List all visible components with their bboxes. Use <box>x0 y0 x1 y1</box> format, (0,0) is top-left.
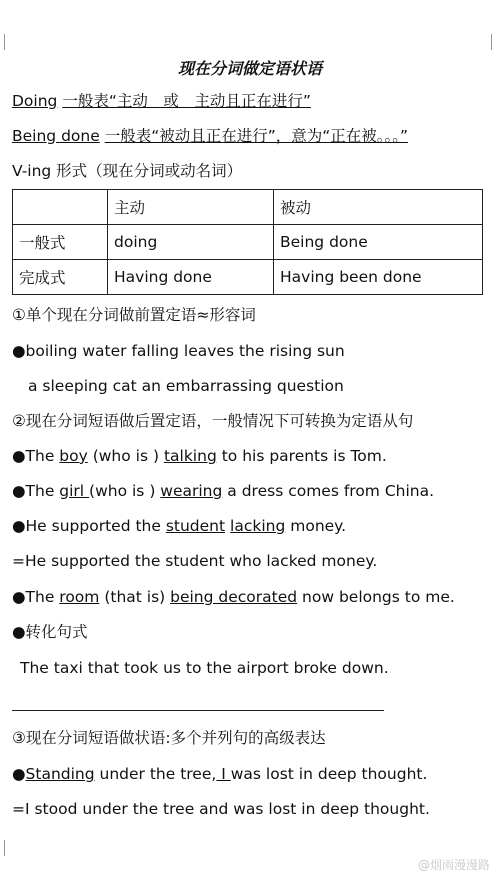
underlined-segment: talking <box>163 447 217 465</box>
text-segment: ●The <box>12 588 60 606</box>
section2-example-4 <box>12 587 455 607</box>
table-cell: Having been done <box>274 260 483 295</box>
text-segment: a dress comes from China. <box>222 482 435 500</box>
table-header-row <box>13 190 483 225</box>
text-segment: was lost in deep thought. <box>230 765 428 783</box>
section3-example-1-rewrite: =I stood under the tree and was lost in deep thought. <box>12 800 430 818</box>
underlined-segment: room <box>59 588 100 606</box>
text-segment: to his parents is Tom. <box>216 447 387 465</box>
section3-heading: ③现在分词短语做状语:多个并列句的高级表达 <box>12 729 326 747</box>
text-segment: money. <box>285 517 347 535</box>
text-segment: ●He supported the <box>12 517 166 535</box>
text-segment: now belongs to me. <box>297 588 455 606</box>
text-segment: (who is ) <box>89 482 161 500</box>
form-table <box>12 189 483 295</box>
table-cell: 一般式 <box>13 225 108 260</box>
table-cell: doing <box>108 225 274 260</box>
convert-label: ●转化句式 <box>12 623 88 641</box>
underlined-segment: student <box>165 517 226 535</box>
section2-example-3-rewrite: =He supported the student who lacked money. <box>12 552 378 570</box>
divider <box>12 710 384 711</box>
text-segment: under the tree, <box>94 765 217 783</box>
corner-mark-bottom-left <box>4 840 15 856</box>
section2-heading: ②现在分词短语做后置定语，一般情况下可转换为定语从句 <box>12 412 414 430</box>
underlined-segment: girl <box>59 482 90 500</box>
section1-examples-1: ●boiling water falling leaves the rising sun <box>12 342 345 360</box>
watermark: @烟雨漫漫路 <box>417 858 490 872</box>
section1-examples-2: a sleeping cat an embarrassing question <box>28 377 344 395</box>
corner-mark-top-right <box>481 34 492 50</box>
table-cell: Being done <box>274 225 483 260</box>
section2-example-1 <box>12 446 387 466</box>
table-header-cell: 主动 <box>108 190 274 225</box>
being-done-definition <box>12 126 408 146</box>
underlined-segment: wearing <box>160 482 223 500</box>
table-header-cell <box>13 190 108 225</box>
underlined-segment: lacking <box>230 517 286 535</box>
table-cell: 完成式 <box>13 260 108 295</box>
text-segment: ● <box>12 765 26 783</box>
table-header-cell: 被动 <box>274 190 483 225</box>
being-done-meaning: 一般表“被动且正在进行”，意为“正在被。。。” <box>104 127 409 145</box>
table-cell: Having done <box>108 260 274 295</box>
section2-example-2 <box>12 481 434 501</box>
text-segment: ●The <box>12 447 60 465</box>
doing-definition <box>12 91 311 111</box>
page-title: 现在分词做定语状语 <box>177 59 322 78</box>
convert-sentence: The taxi that took us to the airport broke down. <box>20 659 389 677</box>
corner-mark-top-left <box>4 34 15 50</box>
section1-heading: ①单个现在分词做前置定语≈形容词 <box>12 306 256 324</box>
being-done-term: Being done <box>12 127 100 145</box>
text-segment: (who is ) <box>87 447 164 465</box>
ving-heading: V-ing 形式（现在分词或动名词） <box>12 162 243 180</box>
table-row <box>13 260 483 295</box>
text-segment: ●The <box>12 482 60 500</box>
underlined-segment: Standing <box>25 765 95 783</box>
doing-term: Doing <box>12 92 58 110</box>
underlined-segment: I <box>216 765 231 783</box>
underlined-segment: boy <box>59 447 88 465</box>
section3-example-1 <box>12 764 427 784</box>
text-segment: (that is) <box>99 588 171 606</box>
section2-example-3 <box>12 516 346 536</box>
underlined-segment: being decorated <box>170 588 298 606</box>
doing-meaning: 一般表“主动 或 主动且正在进行” <box>62 92 311 110</box>
table-row <box>13 225 483 260</box>
